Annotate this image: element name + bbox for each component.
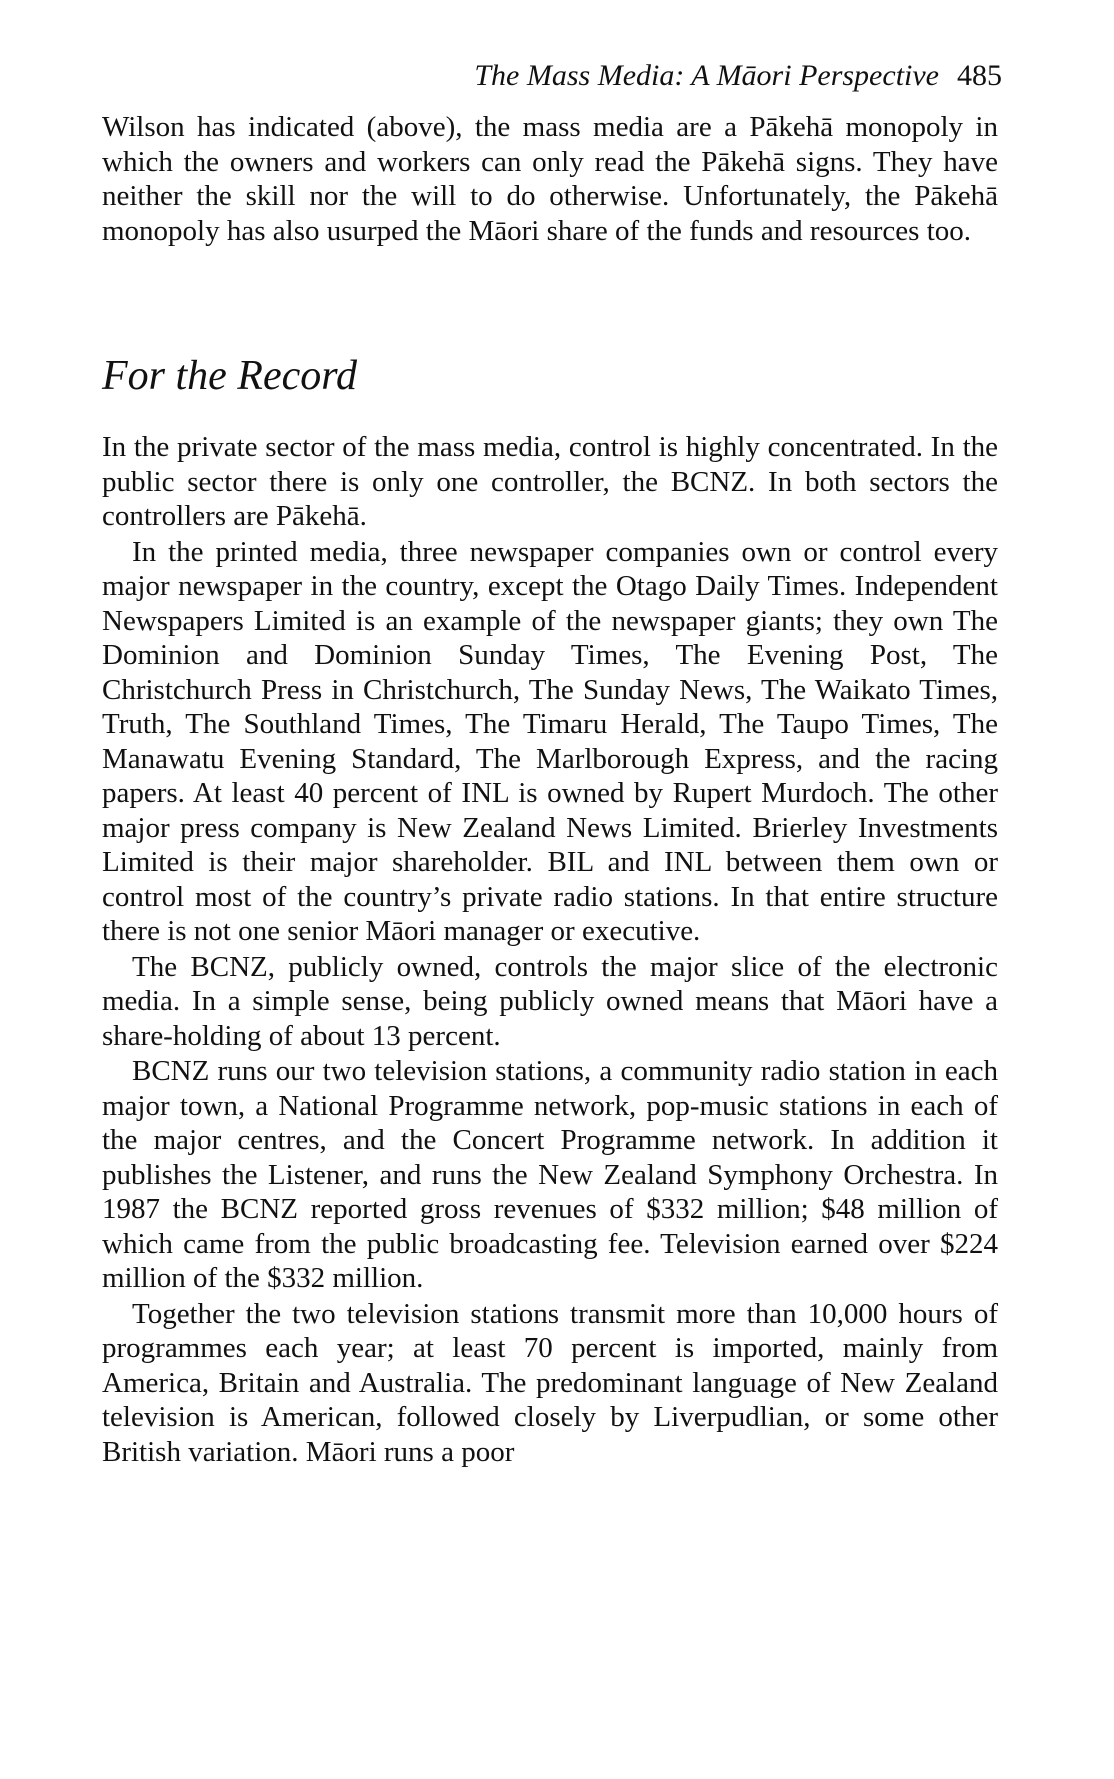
intro-paragraph: Wilson has indicated (above), the mass media are a Pākehā monopoly in which the owners and workers can only read the Pākehā signs. They have neither the skill nor the will to do otherwise. Unfortunately, the Pākehā monopoly has also usurped the Māori share of the funds and resources too.: [102, 111, 998, 247]
body-paragraph: BCNZ runs our two television stations, a community radio station in each major town, a National Programme network, pop-music stations in each of the major centres, and the Concert Programme network. In addition it publishes the Listener, and runs the New Zealand Symphony Orchestra. In 1987 the BCNZ reported gross revenues of $332 million; $48 million of which came from the public broadcasting fee. Television earned over $224 million of the $332 million.: [102, 1055, 998, 1294]
section-body: [102, 430, 998, 1469]
body-paragraph: The BCNZ, publicly owned, controls the major slice of the electronic media. In a simple sense, being publicly owned means that Māori have a share-holding of about 13 percent.: [102, 950, 998, 1052]
intro-text: [102, 110, 998, 248]
body-paragraph: In the private sector of the mass media, control is highly concentrated. In the public sector there is only one controller, the BCNZ. In both sectors the controllers are Pākehā.: [102, 431, 998, 532]
page-number: 485: [957, 59, 1002, 92]
body-paragraph: Together the two television stations transmit more than 10,000 hours of programmes each year; at least 70 percent is imported, mainly from America, Britain and Australia. The predominant language of New Zealand television is American, followed closely by Liverpudlian, or some other British variation. Māori runs a poor: [102, 1297, 998, 1468]
running-head: [474, 58, 1002, 94]
running-head-title: The Mass Media: A Māori Perspective: [474, 59, 939, 92]
section-heading: For the Record: [102, 353, 358, 399]
body-paragraph: In the printed media, three newspaper companies own or control every major newspaper in the country, except the Otago Daily Times. Independent Newspapers Limited is an example of the newspaper giants; they own The Dominion and Dominion Sunday Times, The Evening Post, The Christchurch Press in Christchurch, The Sunday News, The Waikato Times, Truth, The Southland Times, The Timaru Herald, The Taupo Times, The Manawatu Evening Standard, The Marlborough Express, and the racing papers. At least 40 percent of INL is owned by Rupert Murdoch. The other major press company is New Zealand News Limited. Brierley Investments Limited is their major shareholder. BIL and INL between them own or control most of the country’s private radio stations. In that entire structure there is not one senior Māori manager or executive.: [102, 535, 998, 947]
